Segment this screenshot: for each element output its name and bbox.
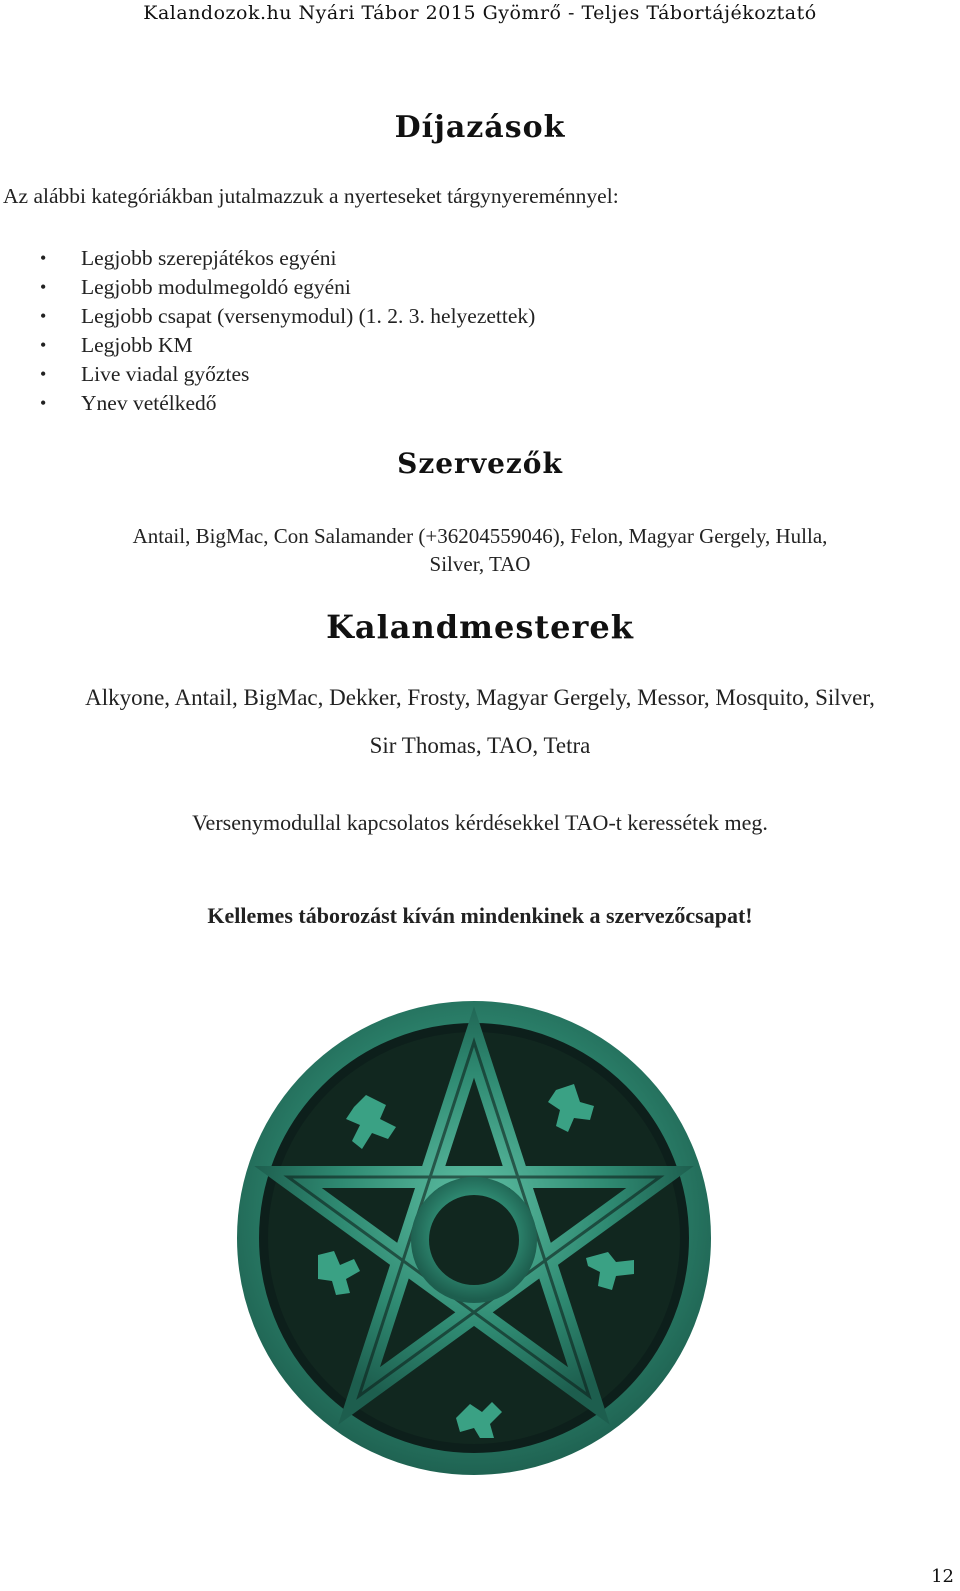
game-masters-line-1: Alkyone, Antail, BigMac, Dekker, Frosty, Magyar Gergely, Messor, Mosquito, Silver, xyxy=(85,685,875,710)
bullet-icon: • xyxy=(40,335,47,355)
award-label: Legjobb csapat (versenymodul) (1. 2. 3. helyezettek) xyxy=(81,304,536,328)
organizers-line-2: Silver, TAO xyxy=(429,552,531,576)
bullet-icon: • xyxy=(40,364,47,384)
award-label: Ynev vetélkedő xyxy=(81,391,217,415)
list-item xyxy=(0,389,535,418)
award-label: Live viadal győztes xyxy=(81,362,250,386)
award-label: Legjobb szerepjátékos egyéni xyxy=(81,246,337,270)
page-number: 12 xyxy=(931,1566,954,1587)
running-header: Kalandozok.hu Nyári Tábor 2015 Gyömrő - Teljes Tábortájékoztató xyxy=(143,2,817,24)
list-item xyxy=(0,273,535,302)
award-label: Legjobb KM xyxy=(81,333,193,357)
bullet-icon: • xyxy=(40,248,47,268)
game-masters-heading: Kalandmesterek xyxy=(326,608,634,646)
award-label: Legjobb modulmegoldó egyéni xyxy=(81,275,351,299)
list-item xyxy=(0,244,535,273)
organizers-heading: Szervezők xyxy=(397,447,563,480)
contact-note: Versenymodullal kapcsolatos kérdésekkel TAO-t keressétek meg. xyxy=(192,810,768,835)
game-masters-line-2: Sir Thomas, TAO, Tetra xyxy=(369,733,591,758)
list-item xyxy=(0,331,535,360)
closing-line: Kellemes táborozást kíván mindenkinek a szervezőcsapat! xyxy=(207,903,753,928)
pentagram-icon xyxy=(236,1000,712,1476)
awards-heading: Díjazások xyxy=(394,110,566,145)
list-item xyxy=(0,360,535,389)
bullet-icon: • xyxy=(40,393,47,413)
bullet-icon: • xyxy=(40,277,47,297)
bullet-icon: • xyxy=(40,306,47,326)
awards-list xyxy=(0,244,535,418)
organizers-line-1: Antail, BigMac, Con Salamander (+36204559046), Felon, Magyar Gergely, Hulla, xyxy=(132,524,828,548)
list-item xyxy=(0,302,535,331)
awards-intro: Az alábbi kategóriákban jutalmazzuk a nyerteseket tárgynyereménnyel: xyxy=(3,184,619,208)
